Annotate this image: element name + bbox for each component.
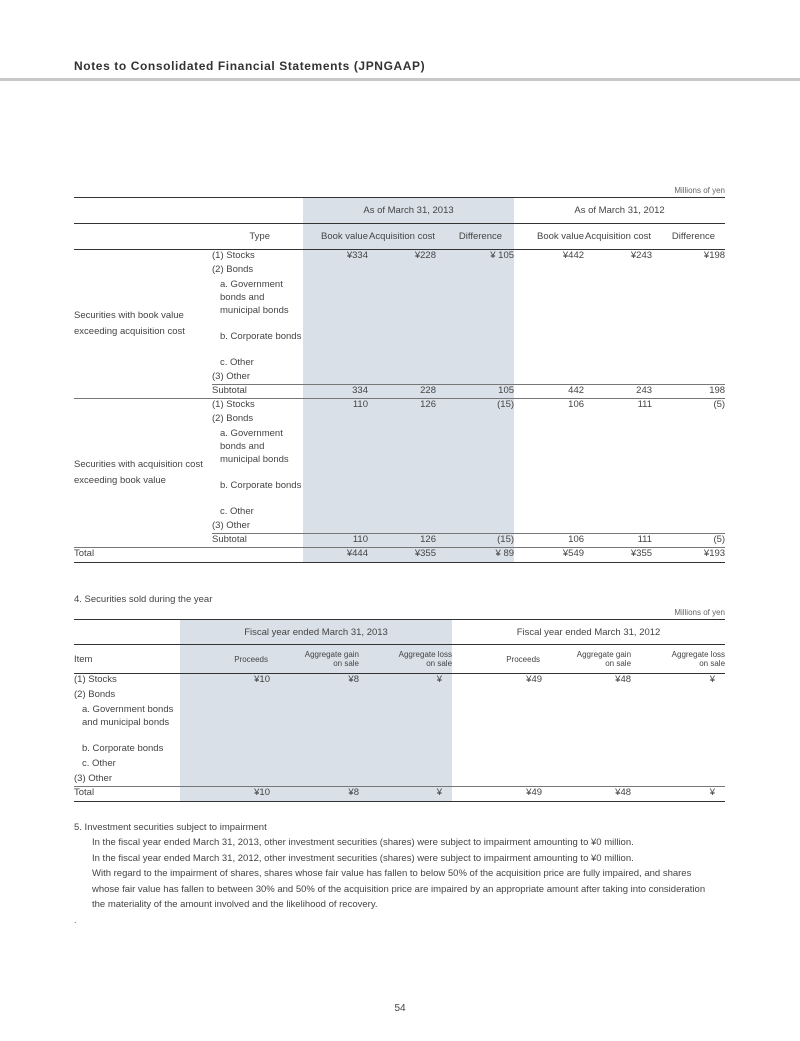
table1-a-government-bonds: a. Government bonds and municipal bonds <box>220 278 289 316</box>
table1-col-type: Type <box>212 224 303 250</box>
table1-group-header-2013: As of March 31, 2013 <box>303 198 514 224</box>
table1-col-difference-2012: Difference <box>652 224 725 250</box>
page-number: 54 <box>394 1003 406 1014</box>
table1-col-acq-cost-2013: Acquisition cost <box>368 224 436 250</box>
page-header-title: Notes to Consolidated Financial Statements (JPNGAAP) <box>74 59 426 73</box>
table2-total-loss-2012: ¥ <box>631 787 725 802</box>
table1-a-corporate-bonds: b. Corporate bonds <box>220 330 302 342</box>
table2-government-bonds: a. Government bonds and municipal bonds <box>82 703 174 728</box>
table1-a-stocks-diff-2013: ¥ 105 <box>436 250 514 264</box>
table1-securities-book-value <box>74 197 725 563</box>
table1-a-stocks-bv-2013: ¥334 <box>303 250 368 264</box>
table1-group-b-label: Securities with acquisition cost exceeding book value <box>74 399 212 548</box>
table1-b-3-other: (3) Other <box>212 519 251 531</box>
section5-line-5: the materiality of the amount involved and the likelihood of recovery. <box>92 899 378 910</box>
table1-b-stocks-ac-2012: 111 <box>584 399 652 413</box>
table1-total-bv-2012: ¥549 <box>514 548 584 563</box>
table2-stocks: (1) Stocks <box>74 674 117 685</box>
section5-line-3: With regard to the impairment of shares, shares whose fair value has fallen to below 50% of the acquisition price are fully impaired, and shares <box>92 868 692 879</box>
section5-line-4: whose fair value has fallen to between 30% and 50% of the acquisition price are impaired by an appropriate amount after taking into consideration <box>92 883 706 895</box>
table2-securities-sold <box>74 619 725 802</box>
table2-bonds: (2) Bonds <box>74 688 116 700</box>
table1-a-c-other: c. Other <box>220 356 254 368</box>
table1-a-stocks-diff-2012: ¥198 <box>703 250 726 261</box>
table1-total-label: Total <box>74 548 303 563</box>
table2-total-gain-2013: ¥8 <box>270 787 359 802</box>
table2-3-other: (3) Other <box>74 772 113 784</box>
table2-stocks-gain-2013: ¥8 <box>270 674 359 689</box>
table1-a-stocks-bv-2012: ¥442 <box>562 250 585 261</box>
table1-a-bonds: (2) Bonds <box>212 263 254 275</box>
table1-a-stocks-ac-2012: ¥243 <box>630 250 653 261</box>
section5-title: 5. Investment securities subject to impairment <box>74 822 267 833</box>
table2-total-label: Total <box>74 787 180 802</box>
table1-col-acq-cost-2012: Acquisition cost <box>584 224 652 250</box>
table2-total-proceeds-2013: ¥10 <box>180 787 270 802</box>
table1-b-subtotal-diff-2013: (15) <box>436 534 514 548</box>
table2-col-gain-2012: Aggregate gain on sale <box>542 645 631 674</box>
table1-b-bonds: (2) Bonds <box>212 412 254 424</box>
table1-b-stocks-diff-2013: (15) <box>436 399 514 413</box>
table2-total-gain-2012: ¥48 <box>542 787 631 802</box>
table1-b-subtotal-diff-2012: (5) <box>652 534 725 548</box>
table2-units: Millions of yen <box>674 608 725 617</box>
table1-b-stocks: (1) Stocks <box>212 399 303 413</box>
table2-stocks-gain-2012: ¥48 <box>615 674 632 685</box>
table2-stocks-loss-2013: ¥ <box>359 674 452 689</box>
table1-group-header-2012: As of March 31, 2012 <box>514 198 725 224</box>
table2-total-loss-2013: ¥ <box>359 787 452 802</box>
table1-a-3-other: (3) Other <box>212 370 251 382</box>
table1-total-ac-2012: ¥355 <box>584 548 652 563</box>
table2-col-proceeds-2012: Proceeds <box>452 645 542 674</box>
table1-a-subtotal-ac-2013: 228 <box>368 385 436 399</box>
table2-col-loss-2012: Aggregate loss on sale <box>631 645 725 674</box>
table1-total-diff-2013: ¥ 89 <box>436 548 514 563</box>
table1-b-stocks-bv-2012: 106 <box>514 399 584 413</box>
table2-stocks-loss-2012: ¥ <box>709 674 716 685</box>
table1-b-subtotal-ac-2013: 126 <box>368 534 436 548</box>
table1-b-subtotal: Subtotal <box>212 534 303 548</box>
table1-a-subtotal: Subtotal <box>212 385 303 399</box>
stray-dot: . <box>74 915 77 925</box>
section5-line-2: In the fiscal year ended March 31, 2012, other investment securities (shares) were subject to impairment amounting to ¥0 million. <box>92 852 634 864</box>
table2-col-proceeds-2013: Proceeds <box>180 645 270 674</box>
table1-b-subtotal-bv-2013: 110 <box>303 534 368 548</box>
table1-col-difference-2013: Difference <box>436 224 514 250</box>
table1-total-ac-2013: ¥355 <box>368 548 436 563</box>
table1-a-subtotal-bv-2012: 442 <box>514 385 584 399</box>
table1-a-stocks: (1) Stocks <box>212 250 255 261</box>
table1-b-stocks-bv-2013: 110 <box>303 399 368 413</box>
section5-body <box>92 835 732 913</box>
table1-b-subtotal-bv-2012: 106 <box>514 534 584 548</box>
table1-total-diff-2012: ¥193 <box>652 548 725 563</box>
section5-line-1: In the fiscal year ended March 31, 2013, other investment securities (shares) were subject to impairment amounting to ¥0 million. <box>92 837 634 848</box>
table1-a-subtotal-bv-2013: 334 <box>303 385 368 399</box>
table2-stocks-proceeds-2013: ¥10 <box>180 674 270 689</box>
table1-b-c-other: c. Other <box>220 505 254 517</box>
table2-group-header-2012: Fiscal year ended March 31, 2012 <box>452 620 725 645</box>
table1-a-subtotal-diff-2012: 198 <box>652 385 725 399</box>
table2-col-gain-2013: Aggregate gain on sale <box>270 645 359 674</box>
table1-b-corporate-bonds: b. Corporate bonds <box>220 479 302 491</box>
table1-group-a-label: Securities with book value exceeding acquisition cost <box>74 310 185 337</box>
table1-b-government-bonds: a. Government bonds and municipal bonds <box>220 427 289 465</box>
table2-group-header-2013: Fiscal year ended March 31, 2013 <box>180 620 452 645</box>
table2-total-proceeds-2012: ¥49 <box>452 787 542 802</box>
table1-col-book-value-2012: Book value <box>514 224 584 250</box>
table1-b-stocks-ac-2013: 126 <box>368 399 436 413</box>
table2-stocks-proceeds-2012: ¥49 <box>526 674 543 685</box>
table1-col-book-value-2013: Book value <box>303 224 368 250</box>
table1-a-subtotal-ac-2012: 243 <box>584 385 652 399</box>
table2-col-loss-2013: Aggregate loss on sale <box>359 645 452 674</box>
table1-units: Millions of yen <box>674 186 725 195</box>
table1-total-bv-2013: ¥444 <box>303 548 368 563</box>
section4-title: 4. Securities sold during the year <box>74 594 213 605</box>
table2-c-other: c. Other <box>82 757 116 769</box>
table1-a-subtotal-diff-2013: 105 <box>436 385 514 399</box>
header-rule <box>0 78 800 81</box>
table2-col-item: Item <box>74 645 180 674</box>
table1-b-stocks-diff-2012: (5) <box>652 399 725 413</box>
table1-a-stocks-ac-2013: ¥228 <box>368 250 436 264</box>
table2-corporate-bonds: b. Corporate bonds <box>82 742 164 754</box>
table1-b-subtotal-ac-2012: 111 <box>584 534 652 548</box>
